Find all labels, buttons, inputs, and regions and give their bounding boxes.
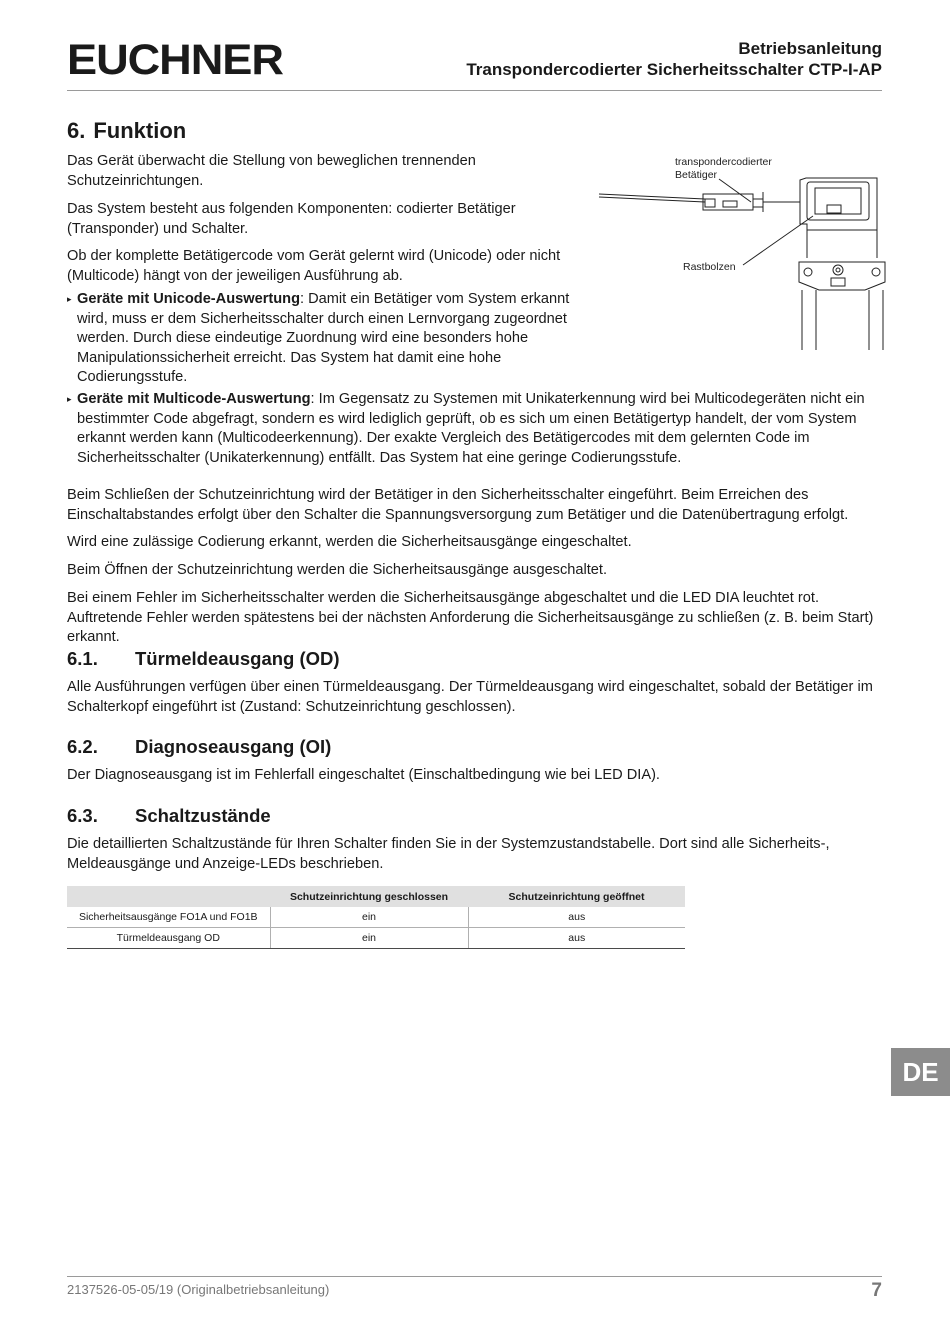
bullet-multicode-text bbox=[77, 390, 883, 468]
paragraph-diagnostic: Der Diagnoseausgang ist im Fehlerfall eingeschaltet (Einschaltbedingung wie bei LED DIA). bbox=[67, 767, 660, 783]
section-title: Schaltzustände bbox=[135, 805, 271, 826]
section-title: Türmeldeausgang (OD) bbox=[135, 648, 340, 669]
section-6-heading bbox=[67, 118, 186, 144]
table-cell: aus bbox=[468, 907, 685, 928]
switching-states-table bbox=[67, 886, 685, 949]
section-number: 6.2. bbox=[67, 736, 98, 757]
bullet-unicode-title: Geräte mit Unicode-Auswertung bbox=[77, 291, 300, 307]
table-header-cell: Schutzeinrichtung geschlossen bbox=[270, 886, 468, 907]
section-title: Funktion bbox=[93, 118, 187, 143]
table-row-label: Türmeldeausgang OD bbox=[67, 928, 270, 949]
table-header-cell: Schutzeinrichtung geöffnet bbox=[468, 886, 685, 907]
paragraph-closing: Beim Schließen der Schutzeinrichtung wird der Betätiger in den Sicherheitsschalter eingeführt. Beim Erreichen des Einschaltabstandes erfolgt über den Schalter die Spannungsversorgung zum Betätiger und die Datenübertragung erfolgt. bbox=[67, 487, 849, 523]
paragraph-opening: Beim Öffnen der Schutzeinrichtung werden die Sicherheitsausgänge ausgeschaltet. bbox=[67, 562, 608, 578]
bullet-arrow-icon: ▸ bbox=[67, 394, 72, 404]
section-number: 6.3. bbox=[67, 805, 98, 826]
table-cell: ein bbox=[270, 928, 468, 949]
label-latching-bolt: Rastbolzen bbox=[683, 261, 736, 273]
paragraph-fault: Bei einem Fehler im Sicherheitsschalter werden die Sicherheitsausgänge abgeschaltet und die LED DIA leuchtet rot. Auftretende Fehler werden spätestens bei der nächsten Anforderung die Sicherheitsausgänge zu schließen (z. B. beim Start) erkannt. bbox=[67, 590, 874, 645]
table-row-label: Sicherheitsausgänge FO1A und FO1B bbox=[67, 907, 270, 928]
table-cell: ein bbox=[270, 907, 468, 928]
section-number: 6. bbox=[67, 118, 86, 143]
bullet-unicode bbox=[67, 290, 587, 388]
label-actuator: transpondercodierter Betätiger bbox=[675, 156, 772, 181]
table-cell: aus bbox=[468, 928, 685, 949]
footer-divider bbox=[67, 1276, 882, 1277]
document-id: 2137526-05-05/19 (Originalbetriebsanleitung) bbox=[67, 1282, 330, 1297]
bullet-unicode-body: : Damit ein Betätiger vom System erkannt wird, muss er dem Sicherheitsschalter durch einen Lernvorgang zugeordnet werden. Durch diese eindeutige Zuordnung wird eine besonders hohe Manipulationssicherheit erreicht. Das System hat damit eine hohe Codierungsstufe. bbox=[77, 291, 570, 385]
doc-type: Betriebsanleitung bbox=[738, 39, 882, 58]
table-header-cell bbox=[67, 886, 270, 907]
bullet-multicode-body: : Im Gegensatz zu Systemen mit Unikaterkennung wird bei Multicodegeräten nicht ein bestimmter Code abgefragt, sondern es wird lediglich geprüft, ob es sich um einen Betätigertyp handelt, der vom System erkannt werden kann (Multicodeerkennung). Der exakte Vergleich des Betätigercodes mit dem gelernten Code im Sicherheitsschalter (Unikaterkennung) entfällt. Das System hat eine geringe Codierungsstufe. bbox=[77, 391, 865, 466]
bullet-unicode-text bbox=[77, 290, 587, 388]
paragraph-unicode-multicode: Ob der komplette Betätigercode vom Gerät gelernt wird (Unicode) oder nicht (Multicode) hängt von der jeweiligen Ausführung ab. bbox=[67, 248, 561, 284]
language-tab: DE bbox=[891, 1048, 950, 1096]
bullet-multicode bbox=[67, 390, 883, 468]
section-6-3-heading bbox=[67, 805, 271, 827]
page-number: 7 bbox=[871, 1280, 882, 1301]
paragraph-switching-states: Die detaillierten Schaltzustände für Ihren Schalter finden Sie in der Systemzustandstabelle. Dort sind alle Sicherheits-, Meldeausgänge und Anzeige-LEDs beschrieben. bbox=[67, 836, 830, 872]
section-6-2-heading bbox=[67, 736, 331, 758]
header-divider bbox=[67, 90, 882, 91]
section-title: Diagnoseausgang (OI) bbox=[135, 736, 332, 757]
paragraph-function-intro: Das Gerät überwacht die Stellung von beweglichen trennenden Schutzeinrichtungen. bbox=[67, 153, 476, 189]
bullet-multicode-title: Geräte mit Multicode-Auswertung bbox=[77, 391, 311, 407]
table-row bbox=[67, 907, 685, 928]
paragraph-coding-recognized: Wird eine zulässige Codierung erkannt, werden die Sicherheitsausgänge eingeschaltet. bbox=[67, 534, 632, 550]
section-number: 6.1. bbox=[67, 648, 98, 669]
paragraph-door-monitoring: Alle Ausführungen verfügen über einen Türmeldeausgang. Der Türmeldeausgang wird eingeschaltet, sobald der Betätiger im Schalterkopf eingeführt ist (Zustand: Schutzeinrichtung geschlossen). bbox=[67, 679, 873, 715]
switch-diagram bbox=[595, 150, 895, 395]
switch-drawing bbox=[595, 150, 895, 395]
section-6-1-heading bbox=[67, 648, 340, 670]
bullet-arrow-icon: ▸ bbox=[67, 294, 72, 304]
document-header bbox=[466, 38, 882, 80]
table-header-row bbox=[67, 886, 685, 907]
table-row bbox=[67, 928, 685, 949]
product-name: Transpondercodierter Sicherheitsschalter CTP-I-AP bbox=[466, 60, 882, 79]
euchner-logo: EUCHNER bbox=[67, 36, 283, 84]
paragraph-components: Das System besteht aus folgenden Komponenten: codierter Betätiger (Transponder) und Schalter. bbox=[67, 201, 516, 237]
